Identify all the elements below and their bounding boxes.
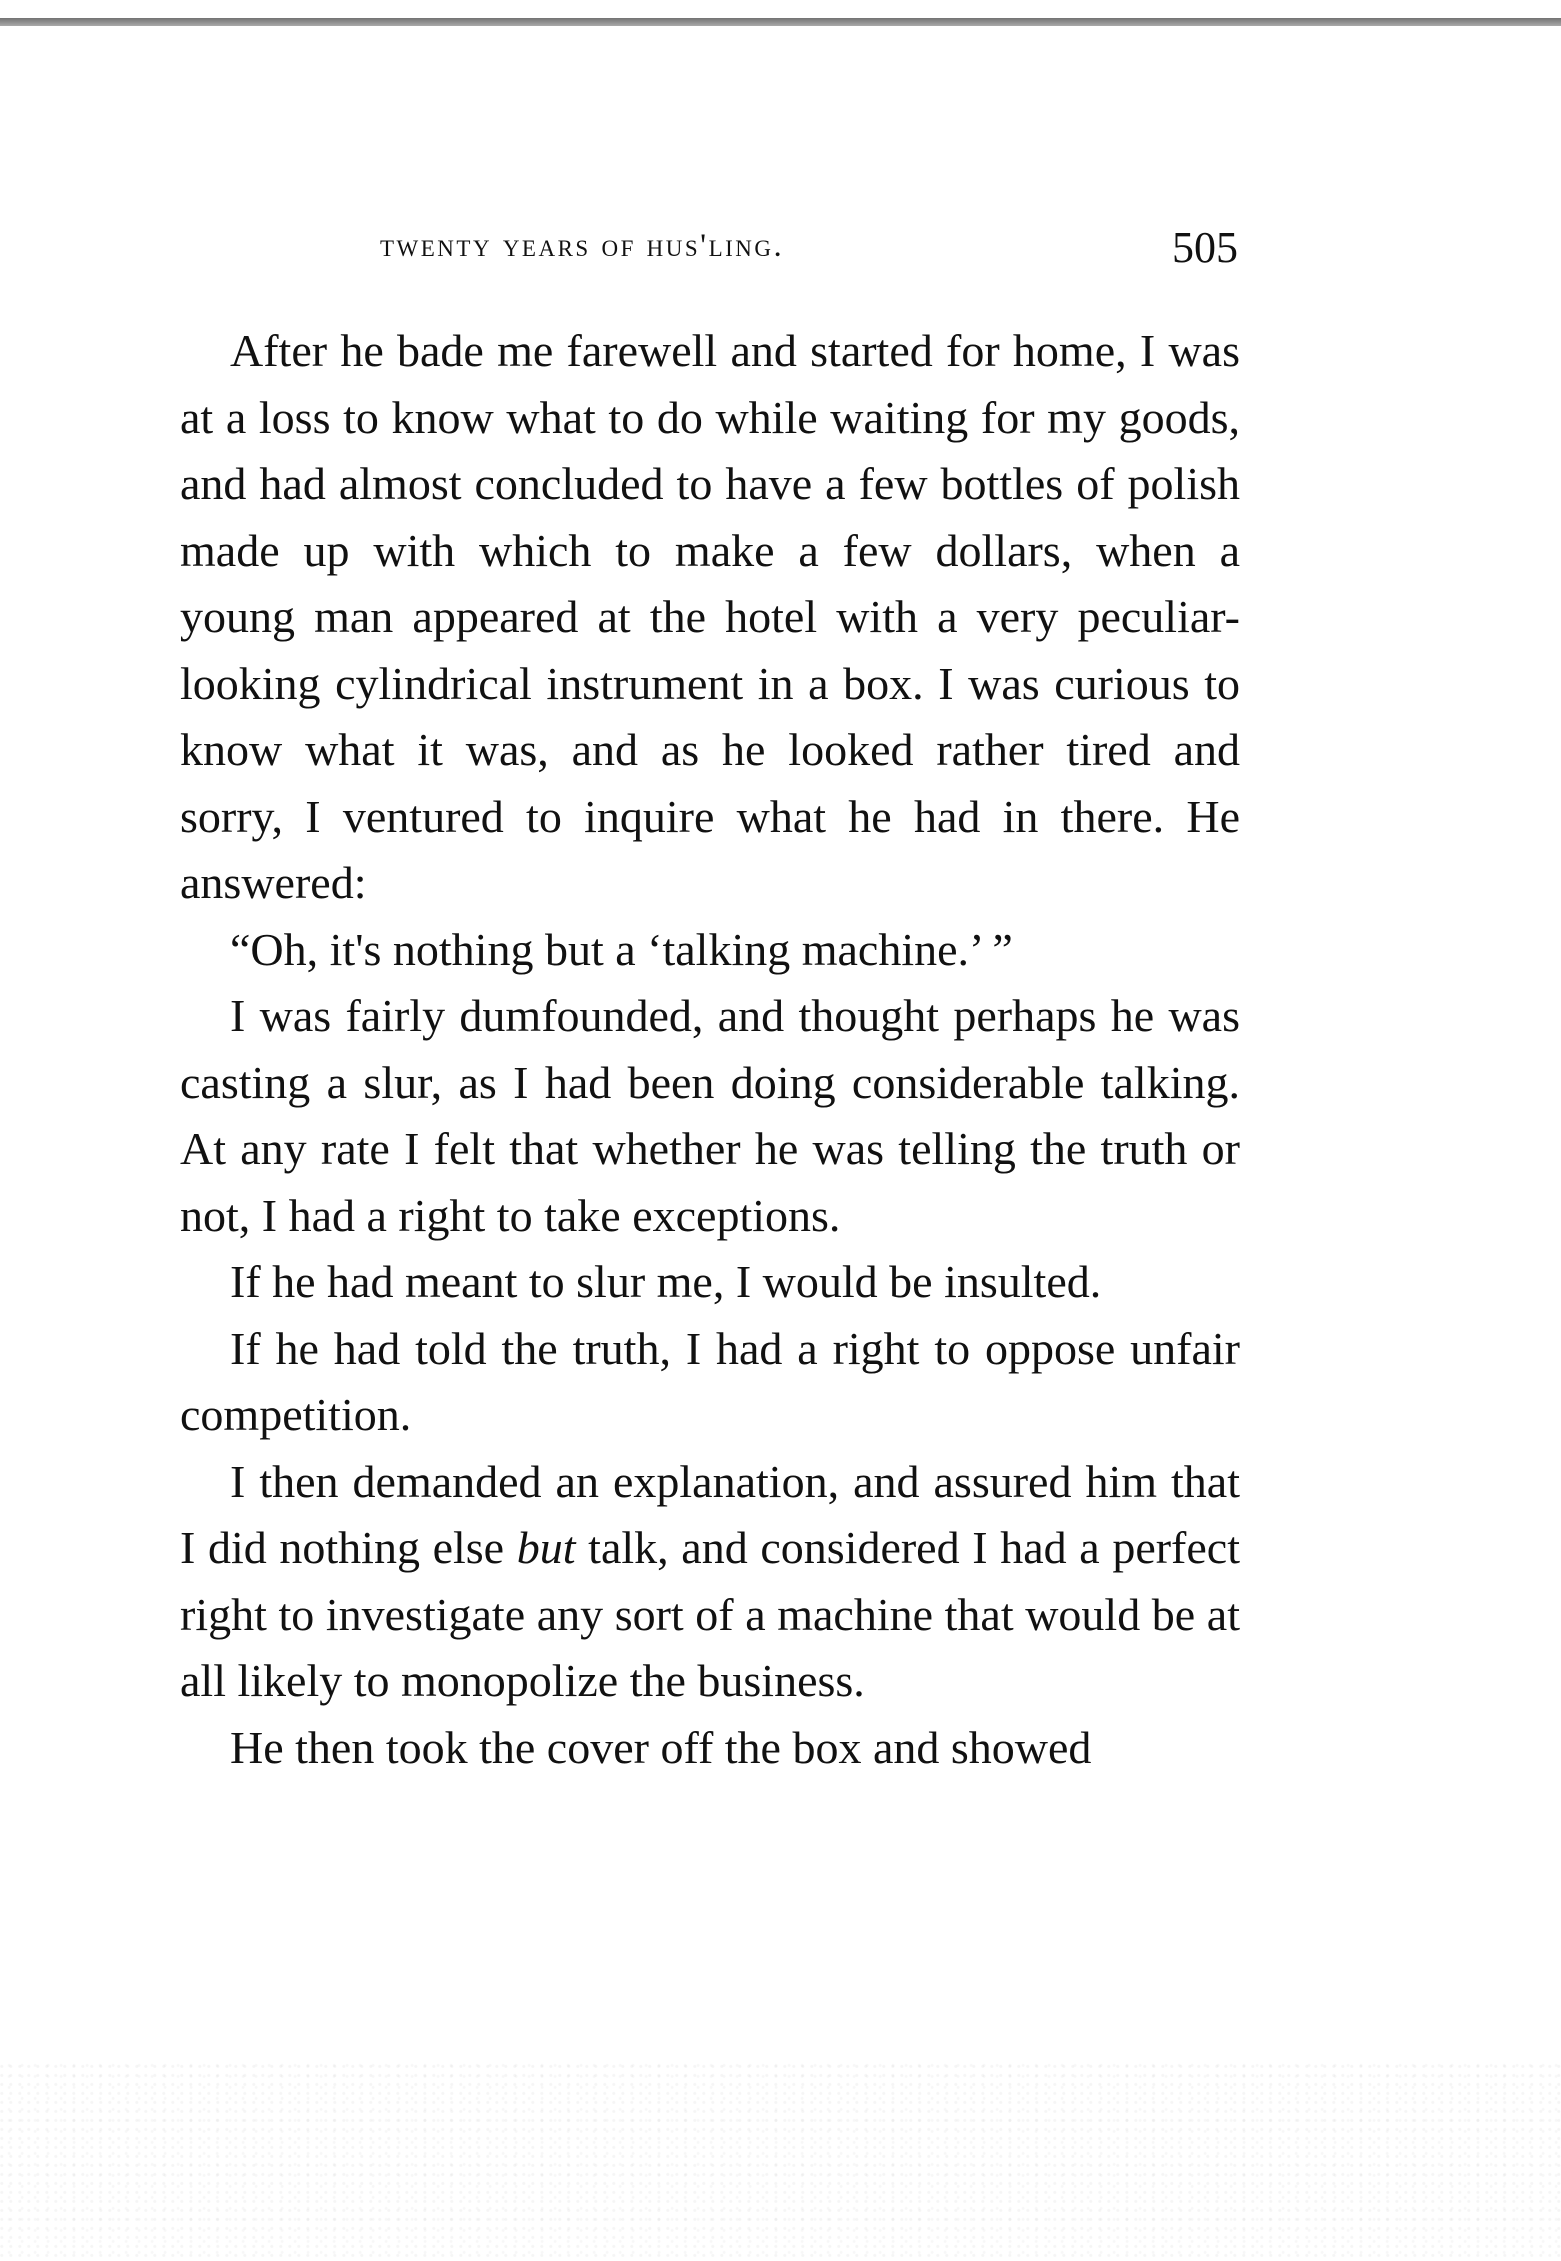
body-text (180, 318, 1240, 1781)
paragraph-5: If he had told the truth, I had a right to oppose unfair competition. (180, 1322, 1240, 1440)
paragraph-4: If he had meant to slur me, I would be insulted. (230, 1256, 1102, 1307)
paragraph-6-text-before: I then demanded an explanation, and assured him that I did nothing else (180, 1455, 1240, 1573)
page-number: 505 (1172, 223, 1238, 272)
paragraph-6-text-after: talk, and considered I had a perfect right to investigate any sort of a machine that would be at all likely to monopolize the business. (180, 1522, 1240, 1706)
book-page (180, 0, 1240, 2261)
paragraph-1: After he bade me farewell and started for home, I was at a loss to know what to do while waiting for my goods, and had almost concluded to have a few bottles of polish made up with which to make a few dollars, when a young man appeared at the hotel with a very peculiar-looking cylindrical instrument in a box. I was curious to know what it was, and as he looked rather tired and sorry, I ventured to inquire what he had in there. He answered: (180, 325, 1240, 908)
running-head (180, 222, 1240, 282)
paragraph-3: I was fairly dumfounded, and thought perhaps he was casting a slur, as I had been doing considerable talking. At any rate I felt that whether he was telling the truth or not, I had a right to take exceptions. (180, 990, 1240, 1241)
paragraph-6 (180, 1449, 1240, 1715)
paragraph-7: He then took the cover off the box and showed (230, 1721, 1092, 1773)
paragraph-2-quote: “Oh, it's nothing but a ‘talking machine.’ ” (230, 923, 1013, 975)
paper-texture (0, 2061, 1561, 2261)
running-title: twenty years of hus'ling. (380, 228, 785, 264)
paragraph-6-italic-word: but (516, 1522, 576, 1573)
